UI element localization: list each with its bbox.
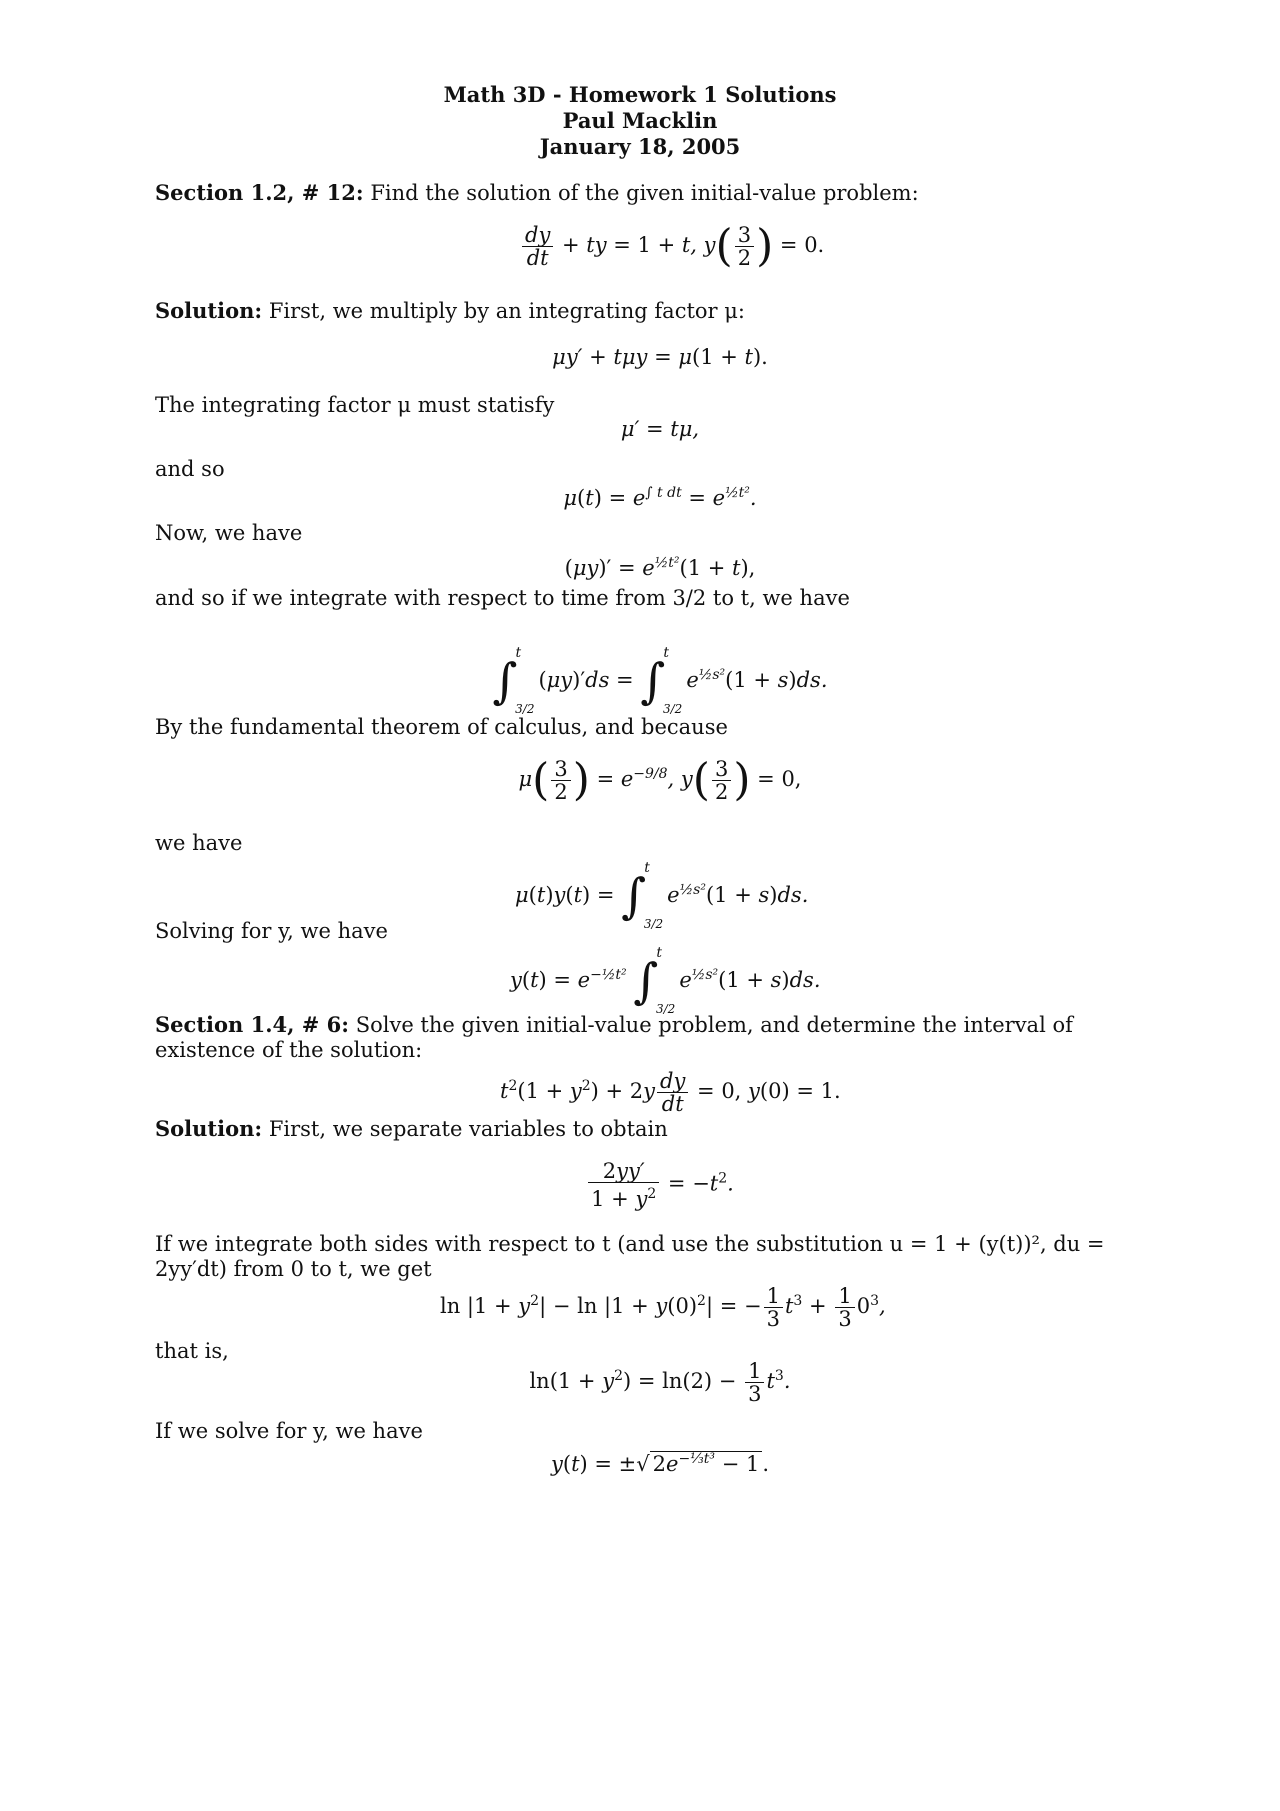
equation-separated: $\frac{2yy'}{1 + y^2}$ = $-t^2$. <box>570 1160 750 1210</box>
solution-1-label: Solution: <box>155 298 263 323</box>
equation-initial-values: μ( $\frac{3}{2}$ ) = $e^{-9/8}$, y( $\frac{3}{2}$ ) = 0, <box>518 754 802 806</box>
equation-integrating-factor: μy′ + tμy = μ(1 + t). <box>552 345 768 369</box>
equation-mu-y-prime: $(\mu y)' = e^{\frac{1}{2}t^2}(1 + t)$, <box>564 555 756 580</box>
paragraph-solve-y: If we solve for y, we have <box>155 1419 423 1443</box>
equation-integral-1: $\int^t3/2(\mu y)'ds = \int^t3/2e^{\frac{1}{2}s^2}(1 + s)ds$. <box>492 645 828 716</box>
problem-2-label: Section 1.4, # 6: <box>155 1012 350 1037</box>
solution-2-label: Solution: <box>155 1116 263 1141</box>
paragraph-and-so: and so <box>155 457 225 481</box>
paragraph-substitution: If we integrate both sides with respect to t (and use the substitution u = 1 + (y(t))², du = 2yy′dt) from 0 to t, we get <box>155 1232 1105 1281</box>
equation-ivp-2: $t^2(1 + y^2) + 2y$ $\frac{dy}{dt}$ = 0, y(0) = 1. <box>500 1069 841 1116</box>
document-date: January 18, 2005 <box>539 134 741 159</box>
document-title: Math 3D - Homework 1 Solutions <box>443 82 837 107</box>
equation-y-solution-2: y(t) = ±√ $2e^{-\frac{1}{3}t^3} - 1$ . <box>550 1451 770 1476</box>
solution-2-text: First, we separate variables to obtain <box>268 1117 668 1141</box>
solution-1-intro <box>155 298 745 324</box>
problem-2-statement <box>155 1012 1170 1063</box>
equation-mu-y-integral: $\mu(t)y(t) = \int^t3/2e^{\frac{1}{2}s^2}(1 + s)ds$. <box>515 860 809 931</box>
paragraph-integrating-factor: The integrating factor μ must statisfy <box>155 393 555 417</box>
paragraph-now: Now, we have <box>155 521 303 545</box>
solution-2-intro <box>155 1116 668 1142</box>
equation-ivp-1: $\frac{dy}{dt}$ + ty = 1 + t, y( $\frac{3}{2}$ ) = 0. <box>520 224 800 269</box>
equation-mu-t: $\mu(t) = e^{\int t dt} = e^{\frac{1}{2}t^2}$. <box>563 485 757 510</box>
problem-2-text: Solve the given initial-value problem, and determine the interval of existence of the solution: <box>155 1013 1073 1062</box>
problem-1-statement <box>155 180 919 206</box>
document-author: Paul Macklin <box>562 108 718 133</box>
paragraph-integrate: and so if we integrate with respect to time from 3/2 to t, we have <box>155 586 850 610</box>
problem-1-text: Find the solution of the given initial-value problem: <box>370 181 919 205</box>
equation-log-simplified: $\ln(1 + y^2) = \ln(2)$ − $\frac{1}{3}$ $t^3$. <box>529 1359 791 1406</box>
problem-1-label: Section 1.2, # 12: <box>155 180 364 205</box>
equation-mu-prime: μ′ = tμ, <box>620 417 700 441</box>
paragraph-we-have: we have <box>155 831 243 855</box>
paragraph-solving-y: Solving for y, we have <box>155 919 388 943</box>
solution-1-text: First, we multiply by an integrating factor μ: <box>268 299 745 323</box>
paragraph-ftc: By the fundamental theorem of calculus, and because <box>155 715 728 739</box>
equation-log-integrated: $\ln |1 + y^2| - \ln |1 + y(0)^2|$ = − $\frac{1}{3}$ $t^3$ + $\frac{1}{3}$ $0^3$, <box>440 1284 886 1331</box>
equation-y-solution-1: $y(t) = e^{-\frac{1}{2}t^2}$ $\int^t3/2e^{\frac{1}{2}s^2}(1 + s)ds$. <box>510 945 821 1016</box>
paragraph-that-is: that is, <box>155 1339 229 1363</box>
